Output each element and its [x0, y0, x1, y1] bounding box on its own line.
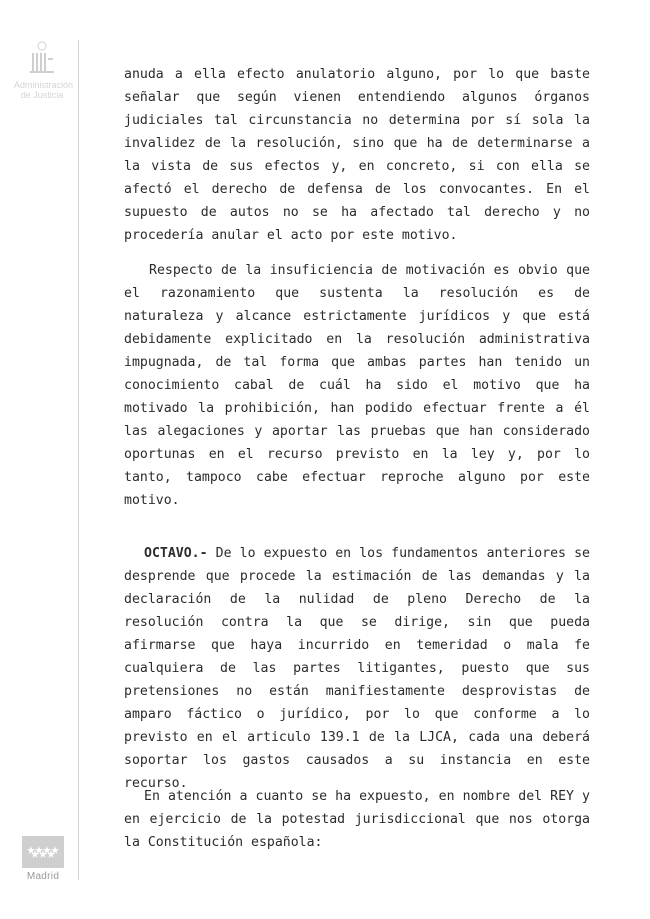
paragraph-3: [124, 542, 590, 795]
margin-rule: [78, 40, 79, 880]
paragraph-3-text: De lo expuesto en los fundamentos anteriores se desprende que procede la estimación de las demandas y la declaración de la nulidad de pleno Derecho de la resolución contra la que se dirige, sin que pueda afirmarse que haya incurrido en temeridad o mala fe cualquiera de las partes litigantes, puesto que sus pretensiones no están manifiestamente desprovistas de amparo fáctico o jurídico, por lo que conforme a lo previsto en el articulo 139.1 de la LJCA, cada una deberá soportar los gastos causados a su instancia en este recurso.: [124, 546, 590, 791]
city-label: Madrid: [26, 871, 60, 882]
justice-logo: [14, 40, 74, 100]
madrid-logo: [20, 836, 66, 882]
paragraph-1: anuda a ella efecto anulatorio alguno, por lo que baste señalar que según vienen entendiendo algunos órganos judiciales tal circunstancia no determina por sí sola la invalidez de la resolución, sino que ha de determinarse a la vista de sus efectos y, en concreto, si con ella se afectó el derecho de defensa de los convocantes. En el supuesto de autos no se ha afectado tal derecho y no procedería anular el acto por este motivo.: [124, 67, 590, 243]
paragraph-4: En atención a cuanto se ha expuesto, en nombre del REY y en ejercicio de la potestad jurisdiccional que nos otorga la Constitución española:: [124, 789, 590, 850]
logo-line-2: de Justicia: [20, 90, 64, 100]
logo-line-1: Administración: [14, 80, 74, 90]
madrid-flag-icon: [22, 836, 64, 868]
paragraph-2: Respecto de la insuficiencia de motivación es obvio que el razonamiento que sustenta la resolución es de naturaleza y alcance estrictamente jurídicos y que está debidamente explicitado en la resolución administrativa impugnada, de tal forma que ambas partes han tenido un conocimiento cabal de cuál ha sido el motivo que ha motivado la prohibición, han podido efectuar frente a él las alegaciones y aportar las pruebas que han considerado oportunas en el recurso previsto en la ley y, por lo tanto, tampoco cabe efectuar reproche alguno por este motivo.: [124, 263, 590, 508]
justice-emblem-icon: [27, 40, 57, 76]
section-heading: OCTAVO.-: [144, 546, 208, 561]
